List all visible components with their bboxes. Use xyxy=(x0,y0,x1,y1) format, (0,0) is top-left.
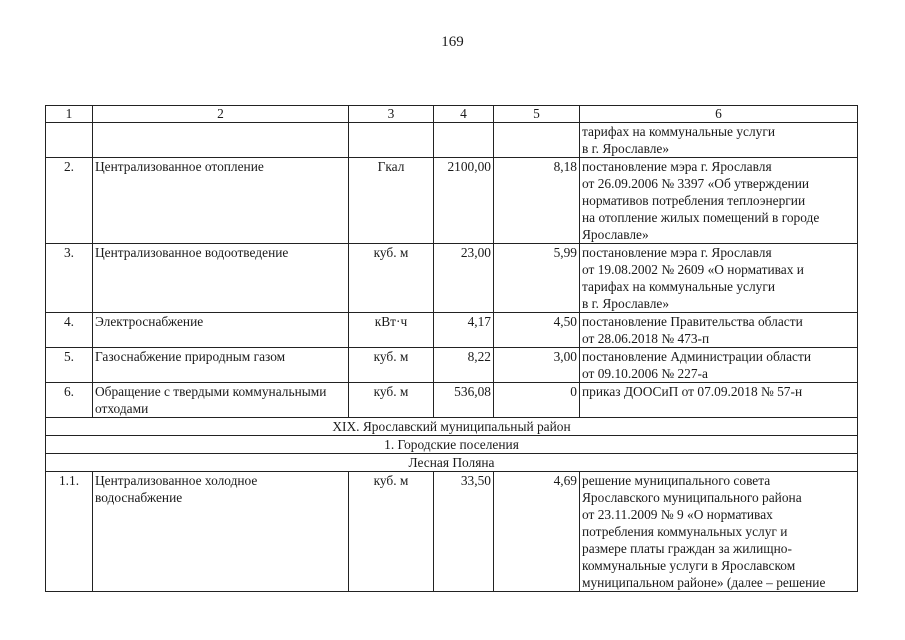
norm-value: 536,08 xyxy=(434,383,494,418)
legal-basis-line: Ярославле» xyxy=(582,227,649,242)
column-number: 4 xyxy=(434,106,494,123)
legal-basis-line: от 23.11.2009 № 9 «О нормативах xyxy=(582,507,773,522)
tariff-value: 8,18 xyxy=(494,158,580,244)
section-row xyxy=(46,418,858,436)
legal-basis-line: постановление Правительства области xyxy=(582,314,803,329)
row-number: 6. xyxy=(46,383,93,418)
norm-value: 33,50 xyxy=(434,472,494,592)
row-number: 5. xyxy=(46,348,93,383)
legal-basis-line: решение муниципального совета xyxy=(582,473,771,488)
service-name: Централизованное отопление xyxy=(93,158,349,244)
column-number: 1 xyxy=(46,106,93,123)
legal-basis-line: от 26.09.2006 № 3397 «Об утверждении xyxy=(582,176,810,191)
legal-basis xyxy=(580,158,858,244)
unit xyxy=(349,123,434,158)
tariff-value: 4,50 xyxy=(494,313,580,348)
legal-basis-line: коммунальные услуги в Ярославском xyxy=(582,558,796,573)
section-row xyxy=(46,454,858,472)
table-row xyxy=(46,244,858,313)
section-group-heading: 1. Городские поселения xyxy=(46,436,858,454)
norm-value: 23,00 xyxy=(434,244,494,313)
page-number: 169 xyxy=(441,34,464,50)
tariff-value xyxy=(494,123,580,158)
column-number: 2 xyxy=(93,106,349,123)
row-number: 3. xyxy=(46,244,93,313)
unit: куб. м xyxy=(349,472,434,592)
service-name: Электроснабжение xyxy=(93,313,349,348)
legal-basis-line: Ярославского муниципального района xyxy=(582,490,802,505)
legal-basis xyxy=(580,472,858,592)
unit: кВт·ч xyxy=(349,313,434,348)
row-number: 4. xyxy=(46,313,93,348)
column-number: 6 xyxy=(580,106,858,123)
legal-basis-line: размере платы граждан за жилищно- xyxy=(582,541,792,556)
legal-basis-line: в г. Ярославле» xyxy=(582,141,670,156)
tariff-value: 0 xyxy=(494,383,580,418)
tariff-value: 5,99 xyxy=(494,244,580,313)
section-locality-heading: Лесная Поляна xyxy=(46,454,858,472)
norm-value xyxy=(434,123,494,158)
table-row xyxy=(46,123,858,158)
service-name: Газоснабжение природным газом xyxy=(93,348,349,383)
legal-basis-line: муниципальном районе» (далее – решение xyxy=(582,575,826,590)
row-number xyxy=(46,123,93,158)
unit: куб. м xyxy=(349,348,434,383)
section-district-heading: XIX. Ярославский муниципальный район xyxy=(46,418,858,436)
legal-basis-line: постановление мэра г. Ярославля xyxy=(582,245,772,260)
legal-basis xyxy=(580,383,858,418)
table-row xyxy=(46,383,858,418)
tariff-value: 3,00 xyxy=(494,348,580,383)
column-number: 3 xyxy=(349,106,434,123)
tariff-value: 4,69 xyxy=(494,472,580,592)
norm-value: 4,17 xyxy=(434,313,494,348)
service-name: Централизованное водоотведение xyxy=(93,244,349,313)
table-row xyxy=(46,348,858,383)
legal-basis-line: от 28.06.2018 № 473-п xyxy=(582,331,710,346)
service-name: Обращение с твердыми коммунальными отходами xyxy=(93,383,349,418)
legal-basis-line: потребления коммунальных услуг и xyxy=(582,524,788,539)
column-number: 5 xyxy=(494,106,580,123)
service-name: Централизованное холодное водоснабжение xyxy=(93,472,349,592)
legal-basis xyxy=(580,348,858,383)
legal-basis-line: постановление Администрации области xyxy=(582,349,812,364)
section-row xyxy=(46,436,858,454)
norm-value: 2100,00 xyxy=(434,158,494,244)
service-name xyxy=(93,123,349,158)
legal-basis-line: тарифах на коммунальные услуги xyxy=(582,279,775,294)
legal-basis xyxy=(580,244,858,313)
legal-basis-line: в г. Ярославле» xyxy=(582,296,670,311)
legal-basis-line: нормативов потребления теплоэнергии xyxy=(582,193,806,208)
legal-basis-line: приказ ДООСиП от 07.09.2018 № 57-н xyxy=(582,384,803,399)
norm-value: 8,22 xyxy=(434,348,494,383)
legal-basis xyxy=(580,313,858,348)
legal-basis-line: на отопление жилых помещений в городе xyxy=(582,210,820,225)
row-number: 1.1. xyxy=(46,472,93,592)
table-row xyxy=(46,472,858,592)
row-number: 2. xyxy=(46,158,93,244)
legal-basis-line: от 19.08.2002 № 2609 «О нормативах и xyxy=(582,262,804,277)
unit: куб. м xyxy=(349,383,434,418)
legal-basis xyxy=(580,123,858,158)
unit: куб. м xyxy=(349,244,434,313)
table-row xyxy=(46,158,858,244)
column-number-row xyxy=(46,106,858,123)
legal-basis-line: от 09.10.2006 № 227-а xyxy=(582,366,708,381)
unit: Гкал xyxy=(349,158,434,244)
norms-table xyxy=(45,105,858,592)
legal-basis-line: тарифах на коммунальные услуги xyxy=(582,124,775,139)
legal-basis-line: постановление мэра г. Ярославля xyxy=(582,159,772,174)
table-row xyxy=(46,313,858,348)
